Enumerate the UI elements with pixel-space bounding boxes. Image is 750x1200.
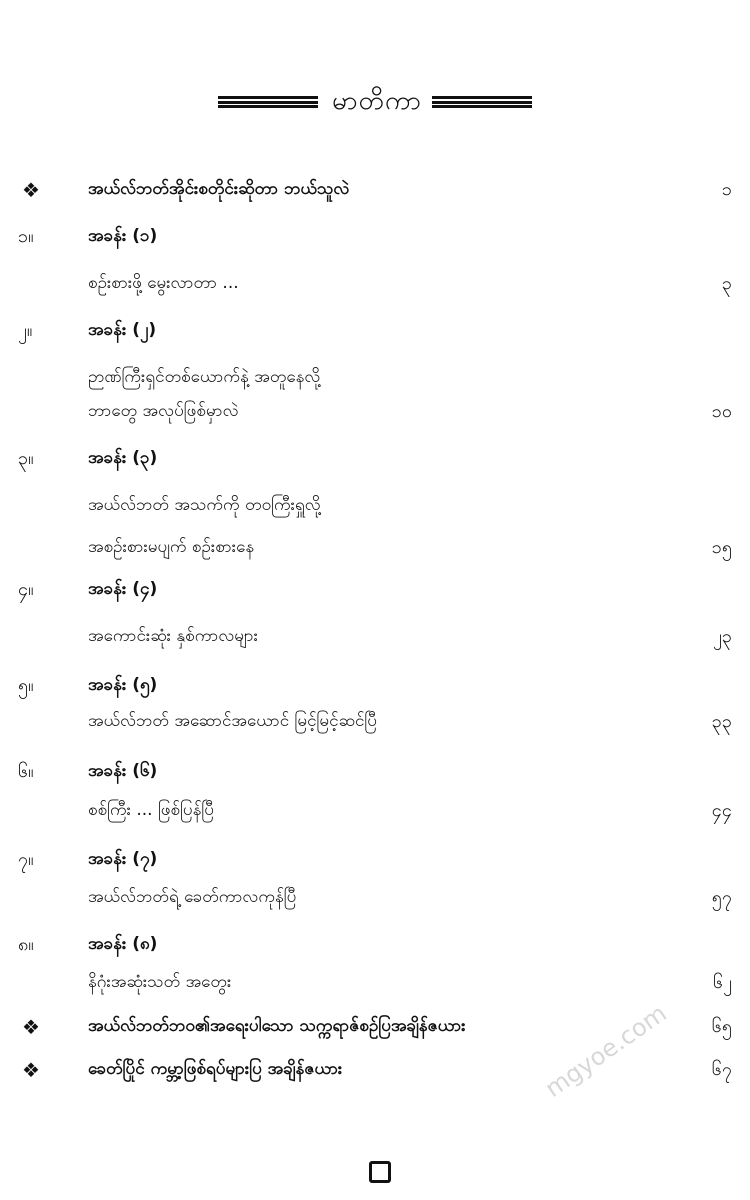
toc-row <box>0 168 750 212</box>
toc-entry-title: စစ်ကြီး ... ဖြစ်ပြန်ပြီ <box>88 799 214 820</box>
diamond-bullet-icon: ❖ <box>22 1058 40 1082</box>
chapter-number <box>18 484 62 528</box>
page-number: ၅၇ <box>711 886 732 908</box>
page-number: ၆၇ <box>711 1058 732 1080</box>
chapter-number <box>18 700 62 744</box>
page-number: ၃၃ <box>711 710 732 732</box>
toc-entry-title: ခေတ်ပြိုင် ကမ္ဘာ့ဖြစ်ရပ်များပြ အချိန်ဇယား <box>88 1058 343 1079</box>
toc-row <box>0 1048 750 1092</box>
toc-entry-title: စဉ်းစားဖို့ မွေးလာတာ ... <box>88 272 239 293</box>
page-number: ၆၅ <box>711 1015 732 1037</box>
chapter-number: ၄။ <box>18 578 34 600</box>
toc-entry-title: နိဂုံးအဆုံးသတ် အတွေး <box>88 971 232 992</box>
page-number: ၂၃ <box>713 625 732 647</box>
toc-row <box>0 750 750 794</box>
toc-row <box>0 615 750 659</box>
title-row <box>0 82 750 122</box>
chapter-number: ၁။ <box>18 225 34 247</box>
diamond-bullet-icon: ❖ <box>22 178 40 202</box>
chapter-number: ၅။ <box>18 674 34 696</box>
page-number: ၄၄ <box>711 799 732 821</box>
chapter-number: ၂။ <box>18 319 33 341</box>
page-number: ၁ <box>721 178 732 200</box>
toc-row <box>0 262 750 306</box>
toc-entry-title: အကောင်းဆုံး နှစ်ကာလများ <box>88 625 258 646</box>
toc-row <box>0 484 750 528</box>
title-rule-right <box>432 96 532 108</box>
diamond-bullet-icon: ❖ <box>22 1015 40 1039</box>
toc-row <box>0 568 750 612</box>
toc-row <box>0 700 750 744</box>
chapter-number <box>18 961 62 1005</box>
chapter-number <box>18 526 62 570</box>
toc-entry-title: အယ်လ်ဘတ် အသက်ကို တဝကြီးရှူလို့ <box>88 494 321 515</box>
toc-entry-title: ဉာဏ်ကြီးရှင်တစ်ယောက်နဲ့ အတူနေလို့ <box>88 366 321 387</box>
toc-entry-title: အခန်း (၄) <box>88 578 158 599</box>
toc-row <box>0 390 750 434</box>
toc-row <box>0 789 750 833</box>
page-number: ၆၂ <box>713 971 732 993</box>
toc-entry-title: ဘာတွေ အလုပ်ဖြစ်မှာလဲ <box>88 400 239 421</box>
chapter-number: ၆။ <box>18 760 34 782</box>
toc-row <box>0 437 750 481</box>
chapter-number <box>18 615 62 659</box>
toc-entry-title: အစဉ်းစားမပျက် စဉ်းစားနေ <box>88 536 255 557</box>
title-rule-left <box>218 96 318 108</box>
toc-row <box>0 526 750 570</box>
page-title: မာတိကာ <box>332 85 422 116</box>
toc-entry-title: အခန်း (၃) <box>88 447 158 468</box>
toc-row <box>0 961 750 1005</box>
page-number: ၁၅ <box>711 536 732 558</box>
toc-row <box>0 876 750 920</box>
toc-entry-title: အယ်လ်ဘတ်အိုင်းစတိုင်းဆိုတာ ဘယ်သူလဲ <box>88 178 350 199</box>
toc-entry-title: အခန်း (၅) <box>88 674 158 695</box>
toc-row <box>0 309 750 353</box>
page-number: ၁၀ <box>711 400 732 422</box>
toc-entry-title: အခန်း (၇) <box>88 848 158 869</box>
toc-entry-title: အယ်လ်ဘတ် အဆောင်အယောင် မြင့်မြင့်ဆင်ပြီ <box>88 710 377 731</box>
chapter-number <box>18 390 62 434</box>
chapter-number: ၃။ <box>18 447 34 469</box>
toc-entry-title: အခန်း (၈) <box>88 933 158 954</box>
chapter-number: ၈။ <box>18 933 34 955</box>
chapter-number <box>18 262 62 306</box>
toc-entry-title: အယ်လ်ဘတ်ဘဝ၏အရေးပါသော သက္ကရာဇ်စဉ်ပြအချိန်ဇယား <box>88 1015 466 1036</box>
toc-entry-title: အယ်လ်ဘတ်ရဲ့ ခေတ်ကာလကုန်ပြီ <box>88 886 297 907</box>
toc-entry-title: အခန်း (၆) <box>88 760 158 781</box>
chapter-number <box>18 789 62 833</box>
chapter-number: ၇။ <box>18 848 34 870</box>
toc-entry-title: အခန်း (၂) <box>88 319 157 340</box>
watermark: mgyoe.com <box>540 999 672 1103</box>
toc-entry-title: အခန်း (၁) <box>88 225 158 246</box>
end-square-icon <box>369 1161 391 1183</box>
toc-row <box>0 215 750 259</box>
page-number: ၃ <box>721 272 732 294</box>
chapter-number <box>18 876 62 920</box>
